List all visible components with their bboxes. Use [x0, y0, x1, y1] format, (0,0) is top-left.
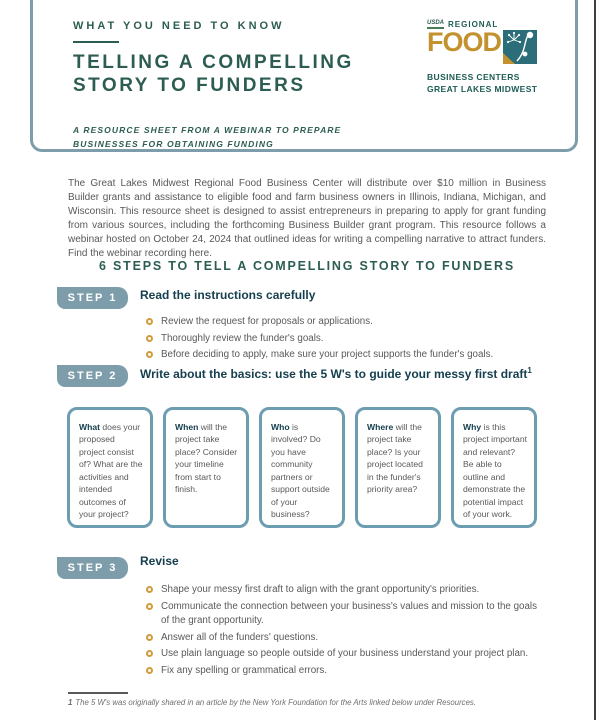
step-3-section — [57, 553, 547, 681]
card-who — [259, 407, 345, 528]
tagline-line1: A RESOURCE SHEET FROM A WEBINAR TO PREPARE — [73, 124, 342, 135]
step-3-bullets — [57, 583, 547, 678]
bullet-text: Shape your messy first draft to align with the grant opportunity's priorities. — [161, 584, 480, 595]
footnote-body: The 5 W's was originally shared in an article by the New York Foundation for the Arts linked below under Resources. — [75, 698, 476, 707]
card-lead: What — [79, 422, 101, 432]
bullet-ring-icon — [146, 318, 153, 325]
card-lead: Why — [463, 422, 482, 432]
list-item — [146, 631, 547, 645]
eyebrow-underline — [73, 41, 119, 43]
footnote-reference: 1 — [527, 366, 532, 375]
card-lead: Where — [367, 422, 394, 432]
section-heading: 6 STEPS TO TELL A COMPELLING STORY TO FUNDERS — [99, 259, 515, 273]
usda-mark: USDA — [427, 20, 444, 29]
card-when — [163, 407, 249, 528]
eyebrow-text: WHAT YOU NEED TO KNOW — [73, 20, 285, 32]
bullet-text: Thoroughly review the funder's goals. — [161, 332, 324, 344]
bullet-text: Answer all of the funders' questions. — [161, 631, 319, 643]
card-text: is involved? Do you have community partners or support outside of your business? — [271, 422, 330, 520]
logo-main-row — [427, 27, 563, 69]
list-item — [146, 348, 547, 362]
bullet-ring-icon — [146, 634, 153, 641]
step-3-heading: Revise — [140, 554, 179, 568]
card-text: will the project take place? Is your project located in the funder's priority area? — [367, 422, 423, 495]
bullet-text: Before deciding to apply, make sure your project supports the funder's goals. — [161, 349, 494, 361]
logo-art-icon — [503, 30, 537, 69]
step-2-heading — [140, 366, 532, 383]
list-item — [146, 332, 547, 346]
footnote-marker: 1 — [68, 698, 73, 707]
bullet-ring-icon — [146, 351, 153, 358]
logo-regional-text: REGIONAL — [448, 20, 499, 29]
step-3-header — [57, 553, 547, 579]
list-item — [146, 600, 547, 628]
bullet-ring-icon — [146, 650, 153, 657]
list-item — [146, 647, 547, 661]
step-1-badge: STEP 1 — [57, 287, 128, 309]
bullet-text: Communicate the connection between your business's values and mission to the goals of the grant opportunity. — [161, 600, 537, 626]
bullet-text: Fix any spelling or grammatical errors. — [161, 665, 328, 677]
bullet-ring-icon — [146, 586, 153, 593]
card-text: will the project take place? Consider your timeline from start to finish. — [175, 422, 238, 495]
list-item — [146, 664, 547, 678]
step-1-heading: Read the instructions carefully — [140, 288, 316, 302]
page-edge-line — [594, 0, 596, 720]
bullet-ring-icon — [146, 667, 153, 674]
header-box — [30, 0, 578, 152]
bullet-text: Use plain language so people outside of your business understand your project plan. — [161, 648, 529, 660]
footnote — [68, 692, 546, 709]
card-lead: Who — [271, 422, 290, 432]
step-1-bullets — [57, 315, 547, 363]
bullet-ring-icon — [146, 603, 153, 610]
logo-great-lakes-midwest: GREAT LAKES MIDWEST — [427, 84, 538, 95]
card-lead: When — [175, 422, 199, 432]
tagline — [73, 123, 561, 151]
step-3-badge: STEP 3 — [57, 557, 128, 579]
card-text: is this project important and relevant? Be able to outline and demonstrate the potential impact of your work. — [463, 422, 528, 520]
footnote-rule — [68, 692, 128, 694]
tagline-line2: BUSINESSES FOR OBTAINING FUNDING — [73, 138, 274, 149]
step-2-heading-text: Write about the basics: use the 5 W's to guide your messy first draft — [140, 367, 528, 381]
bullet-ring-icon — [146, 335, 153, 342]
step-2-section — [57, 365, 547, 387]
five-ws-cards — [67, 407, 537, 528]
logo-business-centers: BUSINESS CENTERS — [427, 72, 520, 82]
logo-food-text: FOOD — [427, 27, 501, 57]
bullet-text: Review the request for proposals or applications. — [161, 316, 373, 327]
step-2-header — [57, 365, 547, 387]
step-2-badge: STEP 2 — [57, 365, 128, 387]
page-title-line2: STORY TO FUNDERS — [73, 74, 306, 96]
card-where — [355, 407, 441, 528]
footnote-text — [68, 698, 546, 709]
list-item — [146, 583, 547, 597]
card-text: does your proposed project consist of? What are the activities and intended outcomes of your project? — [79, 422, 143, 520]
step-1-header — [57, 287, 547, 309]
regional-food-business-centers-logo — [427, 20, 563, 96]
page-title-line1: TELLING A COMPELLING — [73, 52, 354, 73]
list-item — [146, 315, 547, 329]
logo-sub-lines — [427, 71, 563, 96]
intro-paragraph: The Great Lakes Midwest Regional Food Business Center will distribute over $10 million in Business Builder grants and assistance to eligible food and farm business owners in Illinois, Indiana, Michigan, and Wisconsin. This resource sheet is designed to assist entrepreneurs in preparing to apply for grant funding from various sources, including the forthcoming Business Builder grant program. This resource follows a webinar hosted on October 24, 2024 that outlined ideas for writing a compelling narrative to attract funders. Find the webinar recording here. — [68, 178, 546, 259]
step-1-section — [57, 287, 547, 365]
card-what — [67, 407, 153, 528]
card-why — [451, 407, 537, 528]
